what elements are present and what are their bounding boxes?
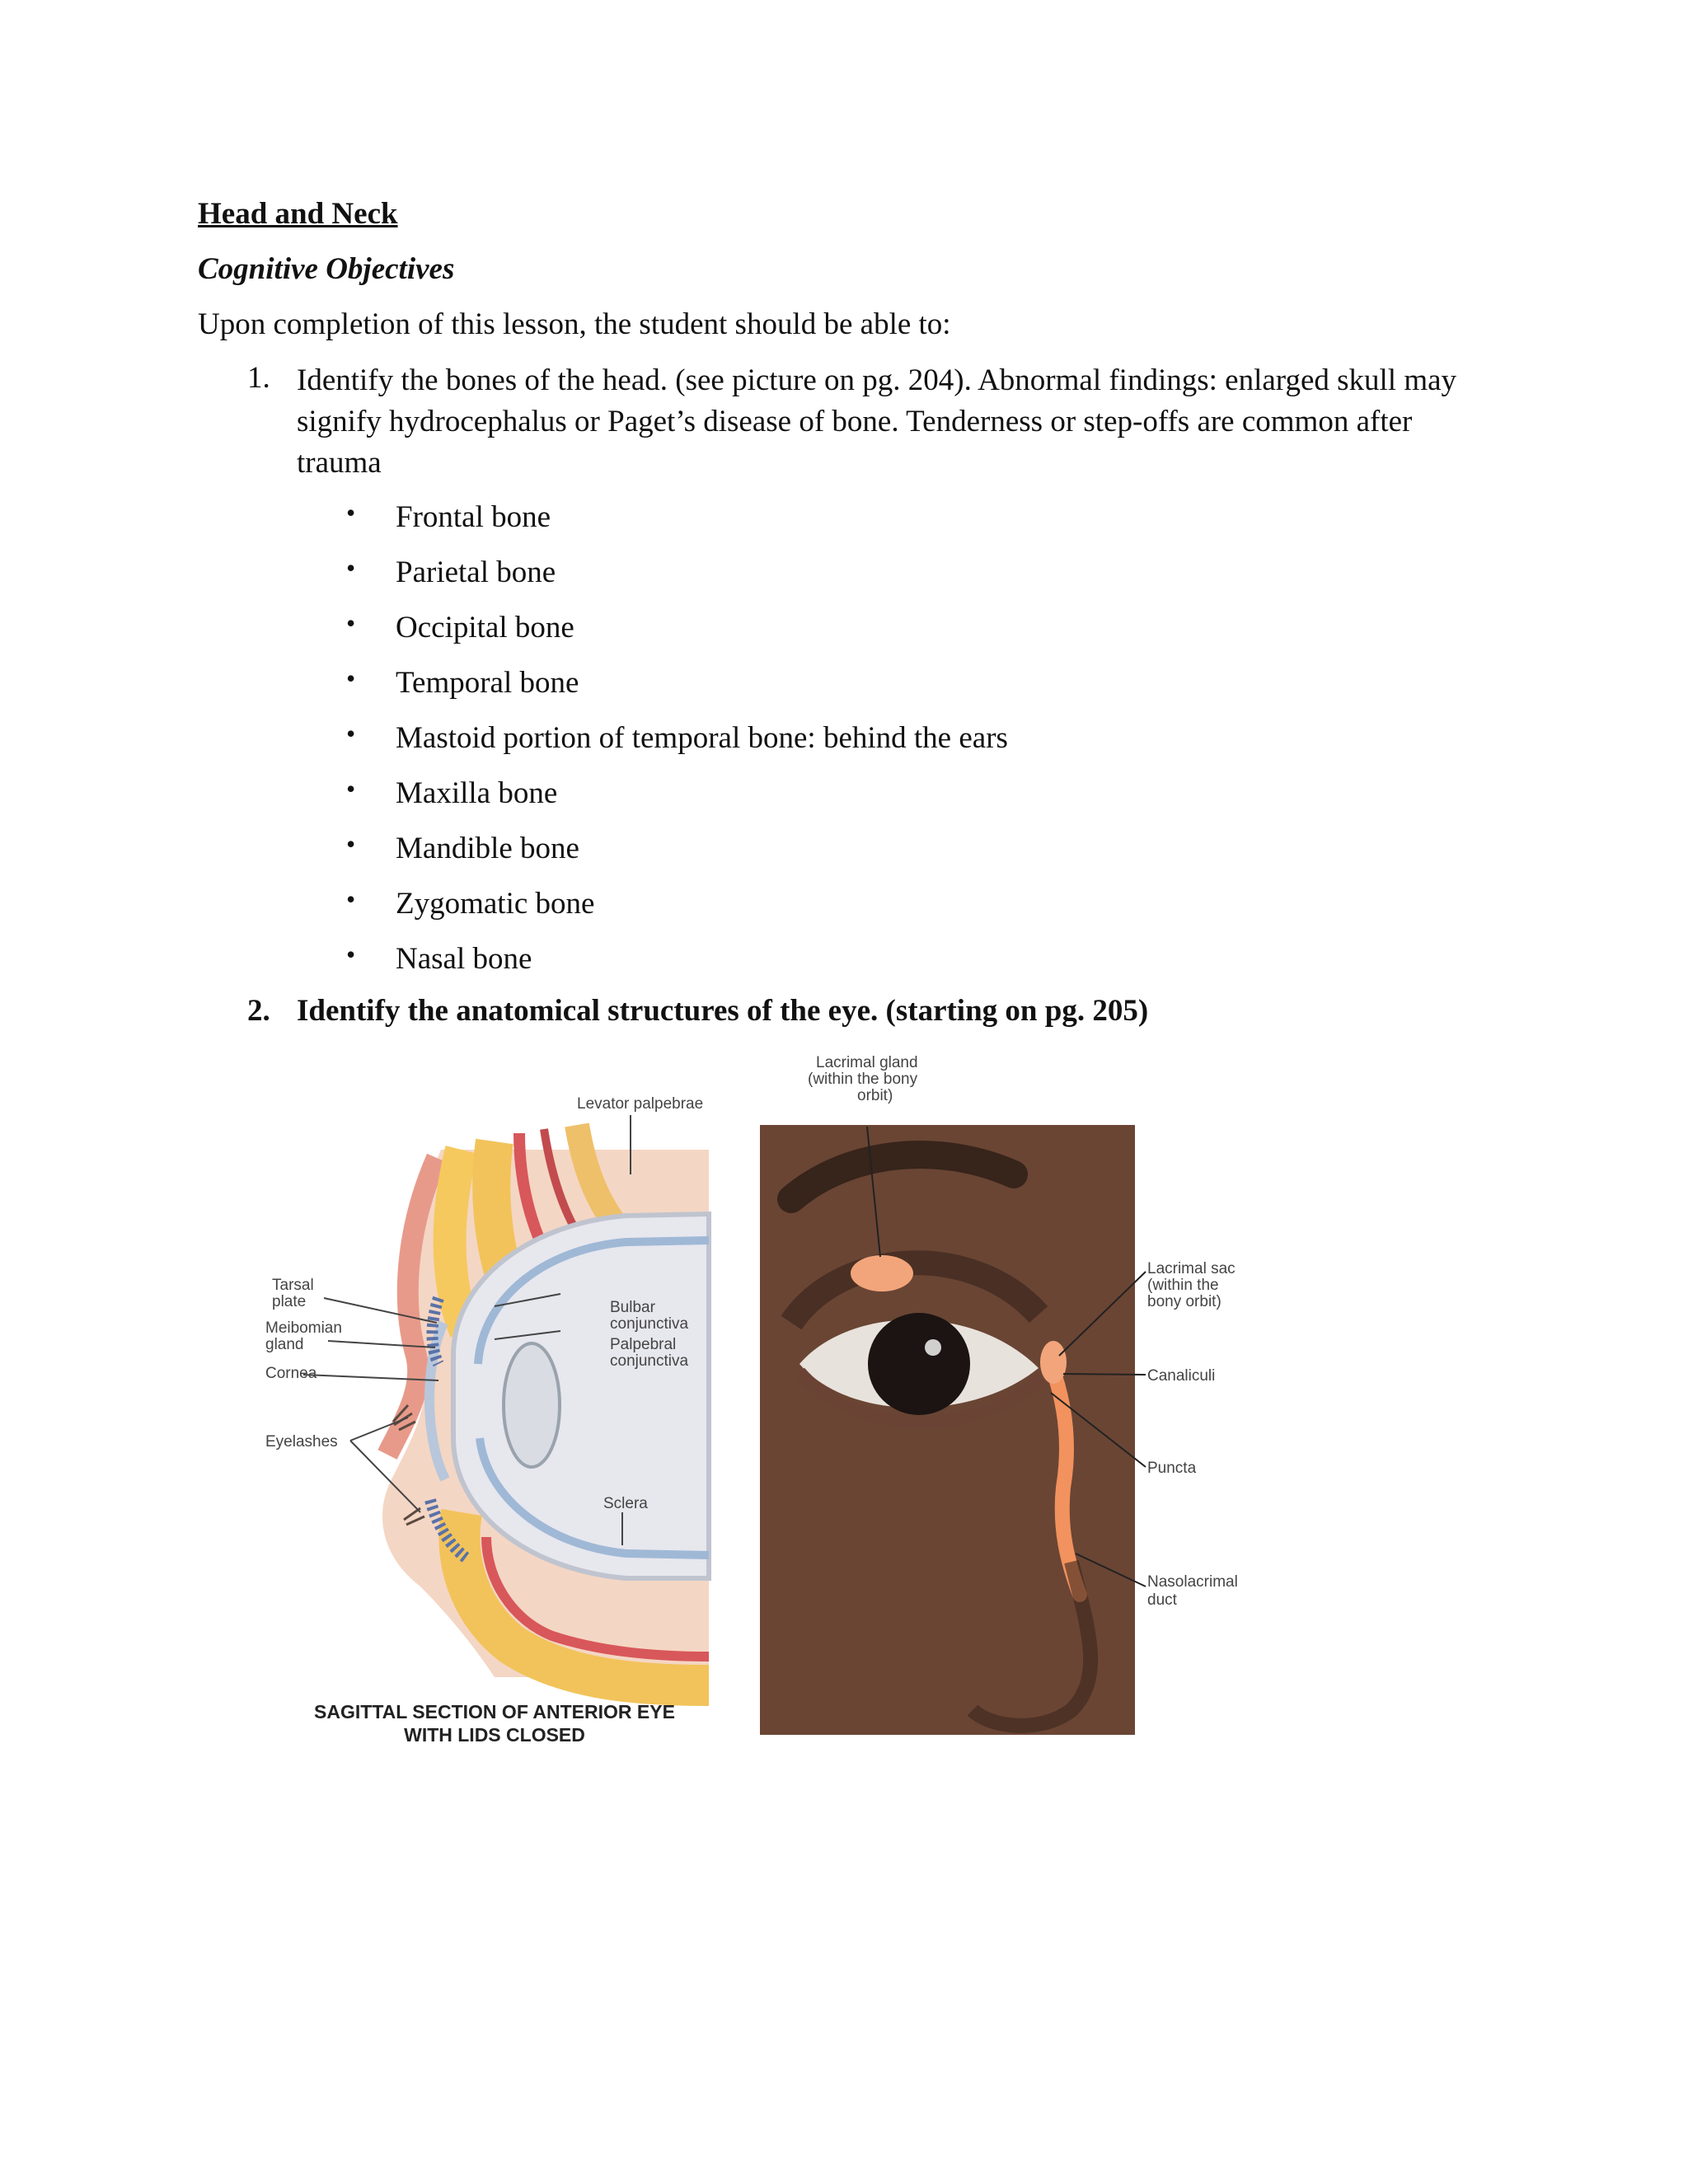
label-puncta: Puncta — [1147, 1460, 1197, 1477]
label-lacrimal-sac-1: Lacrimal sac — [1147, 1260, 1236, 1277]
item-2-text: Identify the anatomical structures of the eye. (starting on pg. 205) — [297, 994, 1149, 1028]
label-sclera: Sclera — [603, 1495, 648, 1512]
label-palpebral-2: conjunctiva — [610, 1352, 689, 1370]
label-tarsal-1: Tarsal — [272, 1277, 314, 1294]
label-eyelashes: Eyelashes — [265, 1433, 338, 1451]
figure-caption-line-1: SAGITTAL SECTION OF ANTERIOR EYE — [314, 1701, 675, 1722]
item-1-text: Identify the bones of the head. (see picture on pg. 204). Abnormal findings: enlarged skull may signify hydrocephalus or Paget’s disease of bone. Tenderness or step-offs are common after trauma — [297, 363, 1457, 480]
label-canaliculi: Canaliculi — [1147, 1367, 1216, 1385]
label-levator: Levator palpebrae — [577, 1095, 704, 1113]
bones-list — [346, 497, 1008, 994]
section-subtitle: Cognitive Objectives — [198, 252, 455, 286]
eye-anatomy-figure — [247, 1051, 1253, 1760]
label-palpebral-1: Palpebral — [610, 1336, 677, 1353]
bullet-icon: • — [346, 774, 356, 804]
list-item: • Mastoid portion of temporal bone: behind the ears — [346, 718, 1008, 773]
label-lacrimal-gland-1: Lacrimal gland — [816, 1054, 918, 1071]
bullet-icon: • — [346, 940, 356, 969]
label-cornea: Cornea — [265, 1365, 317, 1382]
label-meibomian-2: gland — [265, 1336, 304, 1353]
bullet-icon: • — [346, 608, 356, 638]
item-1-number: 1. — [247, 361, 270, 395]
list-item: • Occipital bone — [346, 607, 1008, 663]
intro-text: Upon completion of this lesson, the student should be able to: — [198, 307, 951, 341]
bullet-icon: • — [346, 663, 356, 693]
list-item: • Nasal bone — [346, 939, 1008, 994]
label-lacrimal-gland-3: orbit) — [857, 1087, 893, 1104]
bullet-icon: • — [346, 829, 356, 859]
eye-photo — [760, 1054, 1238, 1735]
bullet-icon: • — [346, 884, 356, 914]
label-tarsal-2: plate — [272, 1293, 307, 1310]
list-item: • Parietal bone — [346, 552, 1008, 607]
list-item: • Zygomatic bone — [346, 883, 1008, 939]
label-meibomian-1: Meibomian — [265, 1319, 342, 1337]
bullet-icon: • — [346, 719, 356, 748]
label-lacrimal-sac-2: (within the — [1147, 1277, 1219, 1294]
label-lacrimal-gland-2: (within the bony — [808, 1071, 918, 1088]
label-nasolacrimal-2: duct — [1147, 1591, 1177, 1609]
label-nasolacrimal-1: Nasolacrimal — [1147, 1573, 1238, 1591]
eye-anatomy-illustration — [247, 1051, 1253, 1760]
sagittal-section-drawing — [265, 1095, 709, 1746]
figure-caption-line-2: WITH LIDS CLOSED — [404, 1724, 585, 1746]
list-item: • Mandible bone — [346, 828, 1008, 883]
item-2-number: 2. — [247, 994, 270, 1028]
bullet-icon: • — [346, 498, 356, 527]
page-title: Head and Neck — [198, 197, 398, 231]
label-lacrimal-sac-3: bony orbit) — [1147, 1293, 1221, 1310]
item-2-heading — [247, 993, 1148, 1029]
label-bulbar-2: conjunctiva — [610, 1315, 689, 1333]
list-item: • Frontal bone — [346, 497, 1008, 552]
label-bulbar-1: Bulbar — [610, 1299, 655, 1316]
list-item: • Temporal bone — [346, 663, 1008, 718]
list-item: • Maxilla bone — [346, 773, 1008, 828]
bullet-icon: • — [346, 553, 356, 583]
